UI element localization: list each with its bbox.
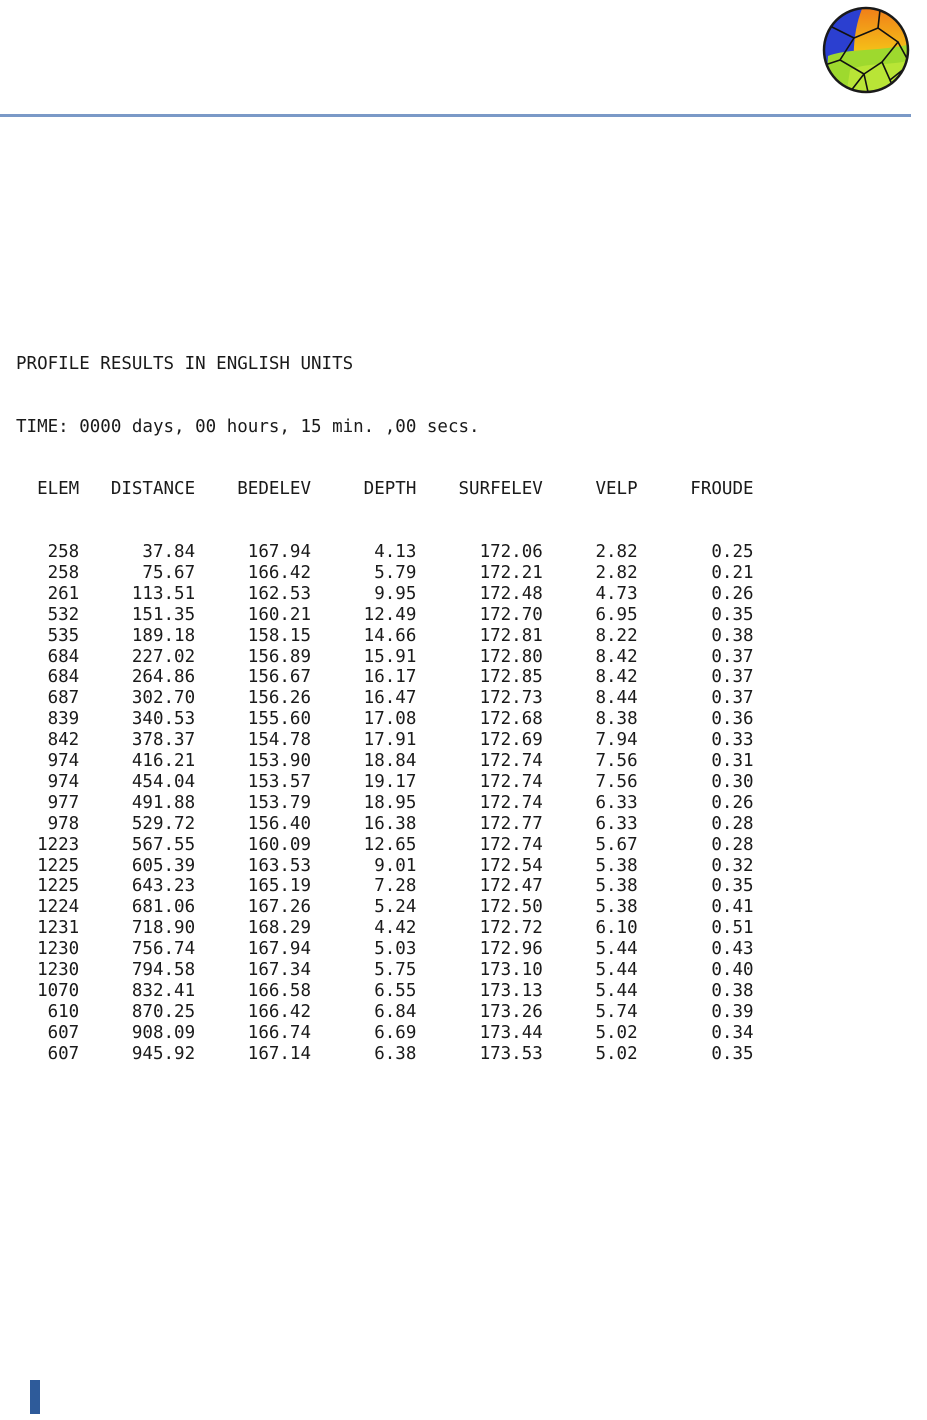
report-row: 258 75.67 166.42 5.79 172.21 2.82 0.21 [16, 562, 754, 583]
report-row: 610 870.25 166.42 6.84 173.26 5.74 0.39 [16, 1001, 754, 1022]
report-row: 532 151.35 160.21 12.49 172.70 6.95 0.35 [16, 604, 754, 625]
profile-results-report [16, 312, 754, 1086]
report-row: 535 189.18 158.15 14.66 172.81 8.22 0.38 [16, 625, 754, 646]
report-column-headers: ELEM DISTANCE BEDELEV DEPTH SURFELEV VELP FROUDE [16, 479, 754, 500]
report-row: 974 416.21 153.90 18.84 172.74 7.56 0.31 [16, 751, 754, 772]
report-row: 607 908.09 166.74 6.69 173.44 5.02 0.34 [16, 1022, 754, 1043]
report-row: 687 302.70 156.26 16.47 172.73 8.44 0.37 [16, 688, 754, 709]
report-row: 978 529.72 156.40 16.38 172.77 6.33 0.28 [16, 813, 754, 834]
header-divider [0, 114, 911, 117]
report-row: 684 227.02 156.89 15.91 172.80 8.42 0.37 [16, 646, 754, 667]
report-row: 974 454.04 153.57 19.17 172.74 7.56 0.30 [16, 771, 754, 792]
report-row: 1231 718.90 168.29 4.42 172.72 6.10 0.51 [16, 918, 754, 939]
report-row: 684 264.86 156.67 16.17 172.85 8.42 0.37 [16, 667, 754, 688]
report-row: 1225 605.39 163.53 9.01 172.54 5.38 0.32 [16, 855, 754, 876]
report-row: 1225 643.23 165.19 7.28 172.47 5.38 0.35 [16, 876, 754, 897]
report-row: 258 37.84 167.94 4.13 172.06 2.82 0.25 [16, 541, 754, 562]
report-row: 842 378.37 154.78 17.91 172.69 7.94 0.33 [16, 730, 754, 751]
globe-network-logo-icon [820, 4, 912, 96]
report-title: PROFILE RESULTS IN ENGLISH UNITS [16, 353, 354, 374]
report-row: 977 491.88 153.79 18.95 172.74 6.33 0.26 [16, 792, 754, 813]
report-row: 1230 794.58 167.34 5.75 173.10 5.44 0.40 [16, 960, 754, 981]
report-row: 607 945.92 167.14 6.38 173.53 5.02 0.35 [16, 1043, 754, 1064]
report-row: 261 113.51 162.53 9.95 172.48 4.73 0.26 [16, 583, 754, 604]
page-header [0, 0, 927, 118]
report-row: 1230 756.74 167.94 5.03 172.96 5.44 0.43 [16, 939, 754, 960]
report-row: 839 340.53 155.60 17.08 172.68 8.38 0.36 [16, 709, 754, 730]
report-row: 1070 832.41 166.58 6.55 173.13 5.44 0.38 [16, 981, 754, 1001]
report-row: 1224 681.06 167.26 5.24 172.50 5.38 0.41 [16, 897, 754, 918]
report-time-line: TIME: 0000 days, 00 hours, 15 min. ,00 secs. [16, 416, 480, 437]
report-rows [16, 542, 754, 1065]
report-row: 1223 567.55 160.09 12.65 172.74 5.67 0.28 [16, 834, 754, 855]
footer-accent-mark [30, 1380, 40, 1414]
